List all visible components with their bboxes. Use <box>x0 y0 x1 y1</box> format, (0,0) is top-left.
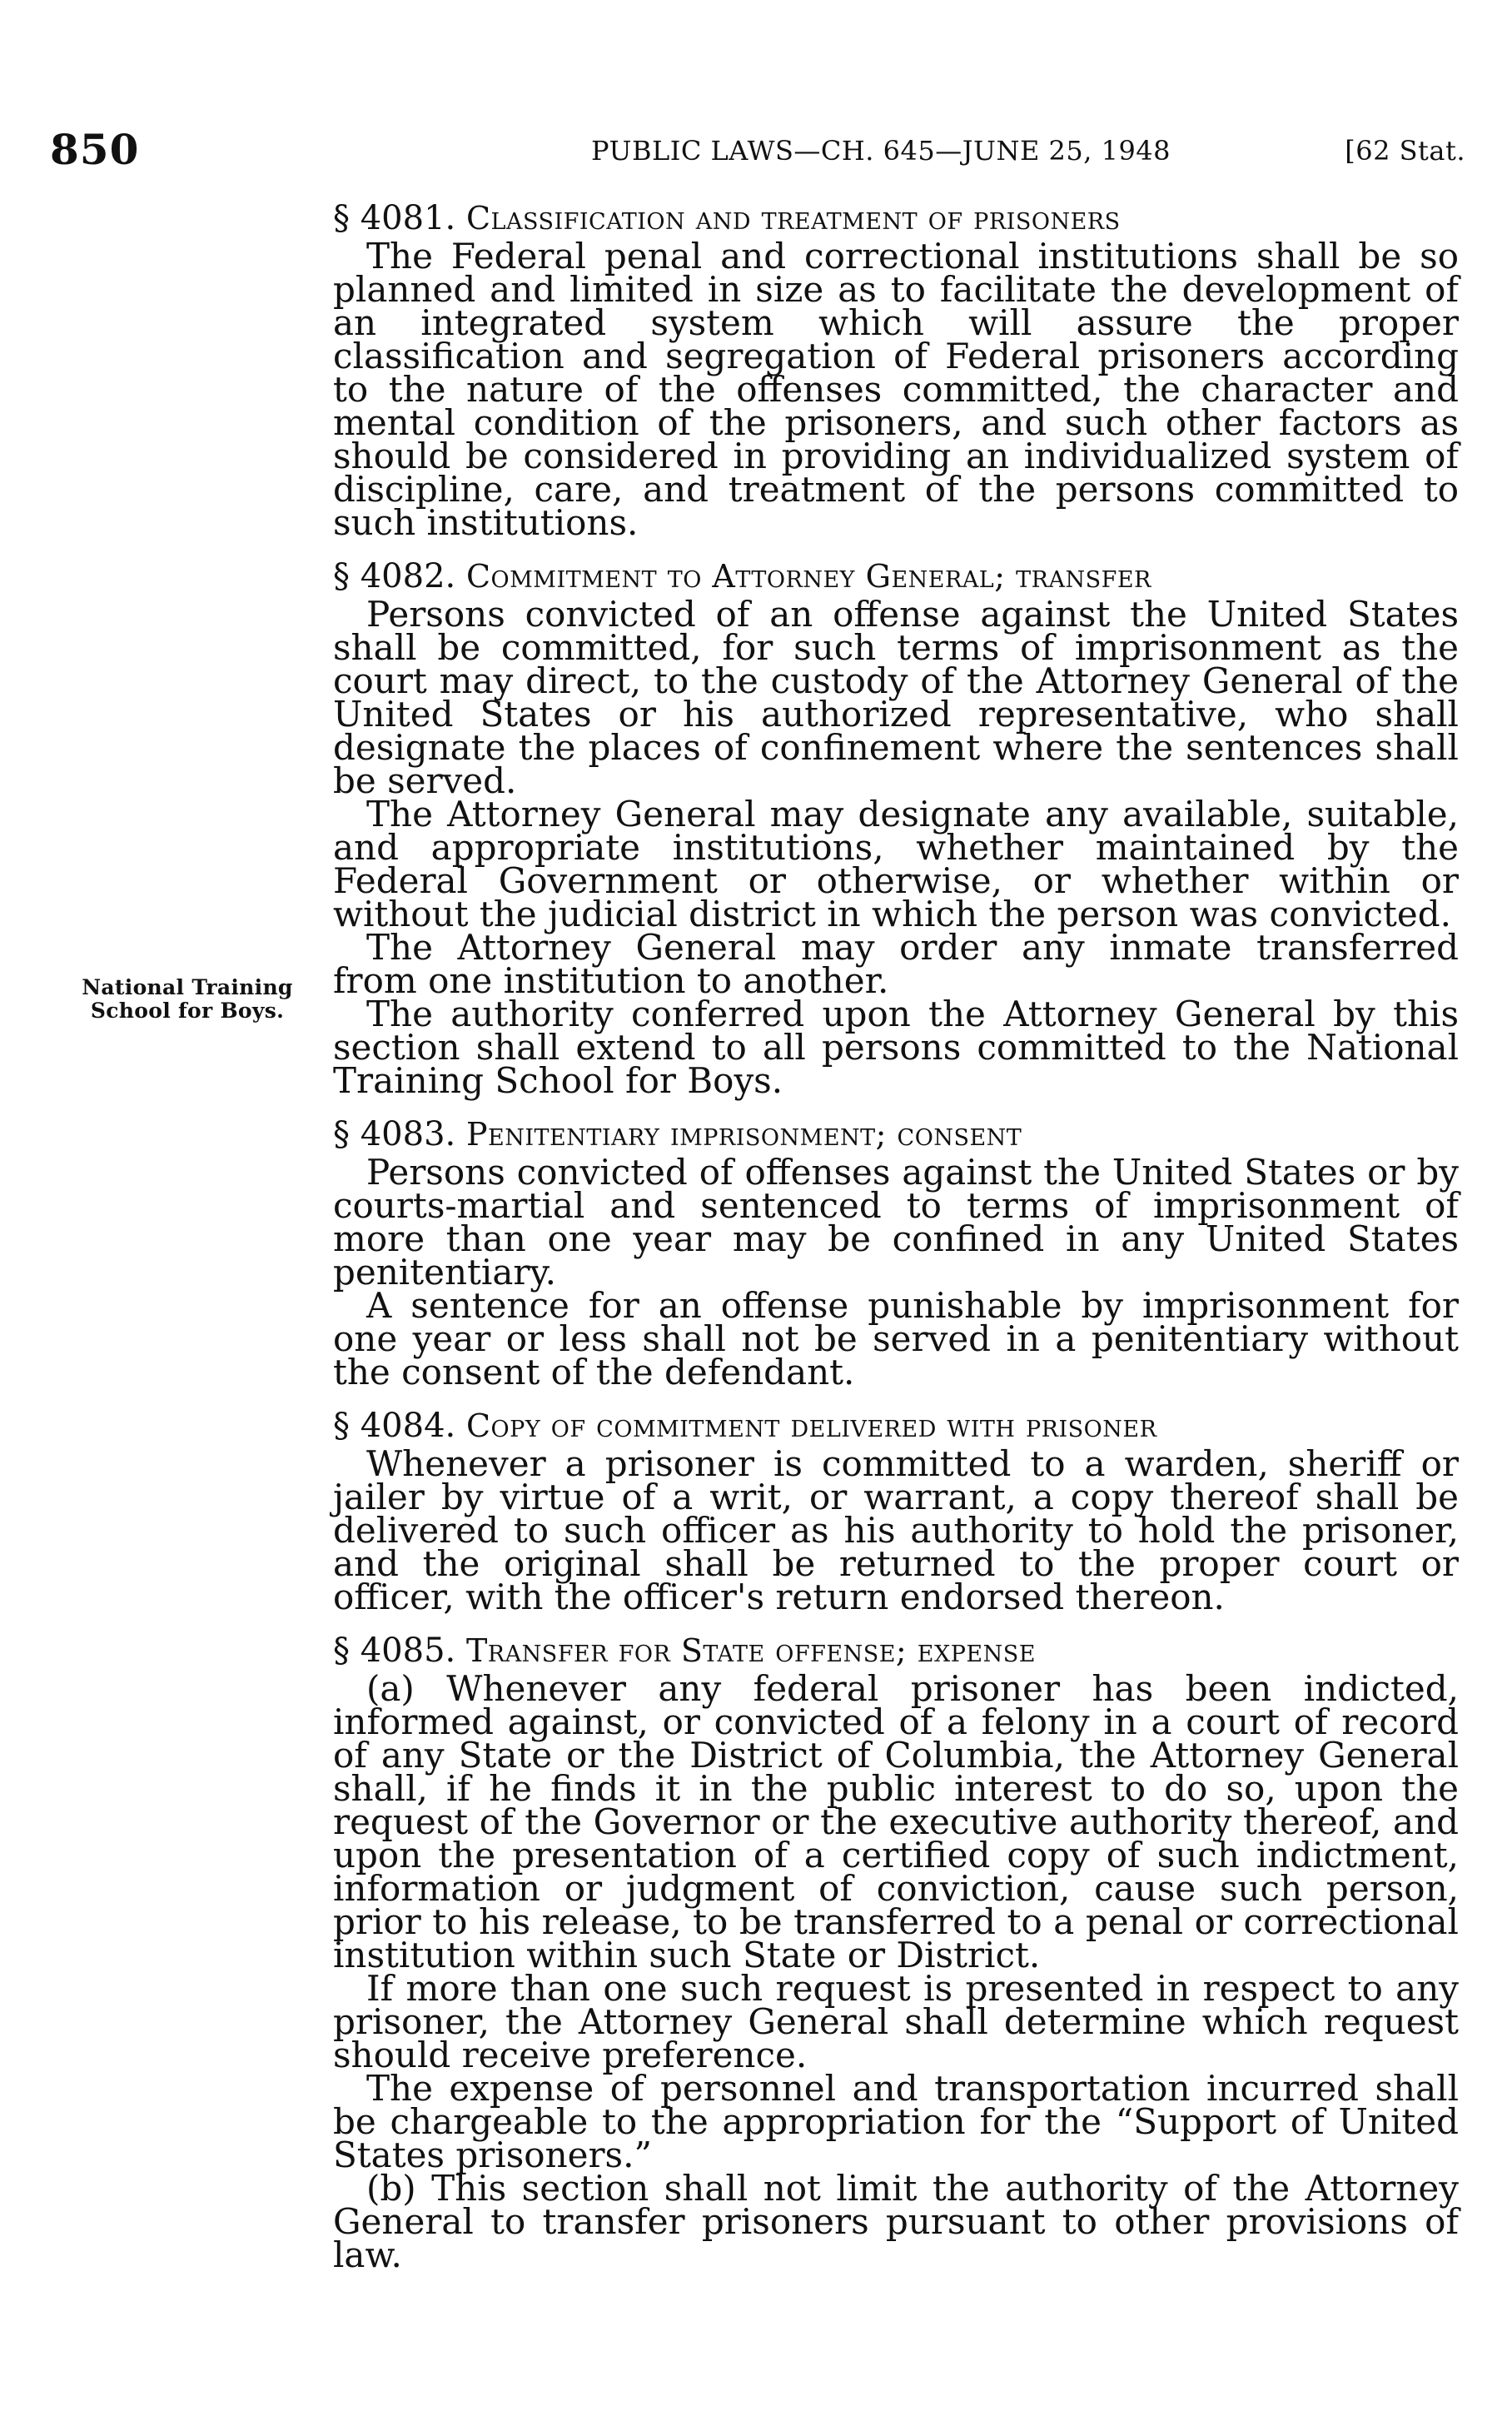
section-4084 <box>333 1407 1459 1617</box>
section-heading <box>333 1407 1459 1444</box>
section-4083 <box>333 1115 1459 1392</box>
section-paragraph: (a) Whenever any federal prisoner has been indicted, informed against, or convicted of a felony in a court of record of any State or the District of Columbia, the Attorney General shall, if he finds it in the public interest to do so, upon the request of the Governor or the executive authority thereof, and upon the presentation of a certified copy of such indictment, information or judgment of conviction, cause such person, prior to his release, to be transferred to a penal or correctional institution within such State or District. <box>333 1668 1459 1975</box>
section-number: § 4083. <box>333 1115 456 1153</box>
section-title: Transfer for State offense; expense <box>465 1632 1036 1669</box>
section-number: § 4082. <box>333 557 456 595</box>
section-number: § 4084. <box>333 1407 456 1445</box>
section-4082 <box>333 557 1459 1101</box>
section-paragraph: The Attorney General may designate any available, suitable, and appropriate institutions, whether maintained by the Federal Government or otherwise, or whether within or without the judicial district in which the person was convicted. <box>333 794 1459 934</box>
page-header <box>50 125 1465 175</box>
section-paragraph: The Federal penal and correctional institutions shall be so planned and limited in size as to facilitate the development of an integrated system which will assure the proper classification and segregation of Federal prisoners according to the nature of the offenses committed, the character and mental condition of the prisoners, and such other factors as should be considered in providing an individualized system of discipline, care, and treatment of the persons committed to such institutions. <box>333 236 1459 543</box>
page-number: 850 <box>50 125 140 174</box>
section-paragraph: The authority conferred upon the Attorney General by this section shall extend to all persons committed to the National Training School for Boys. <box>333 994 1459 1101</box>
section-paragraph: Persons convicted of offenses against the United States or by courts-martial and sentenced to terms of imprisonment of more than one year may be confined in any United States penitentiary. <box>333 1152 1459 1293</box>
statute-body <box>333 200 1459 2290</box>
section-heading <box>333 1632 1459 1669</box>
section-paragraph: Persons convicted of an offense against the United States shall be committed, for such terms of imprisonment as the court may direct, to the custody of the Attorney General of the United States or his authorized representative, who shall designate the places of confinement where the sentences shall be served. <box>333 594 1459 801</box>
section-title: Copy of commitment delivered with prisoner <box>465 1407 1157 1444</box>
section-heading <box>333 200 1459 237</box>
section-title: Classification and treatment of prisoners <box>465 200 1121 237</box>
section-paragraph: The Attorney General may order any inmate transferred from one institution to another. <box>333 927 1459 1001</box>
margin-note: National Training School for Boys. <box>82 975 293 1023</box>
section-heading <box>333 1116 1459 1153</box>
section-4085 <box>333 1631 1459 2275</box>
section-4081 <box>333 199 1459 543</box>
volume-reference: [62 Stat. <box>1345 135 1465 167</box>
section-paragraph: If more than one such request is presented in respect to any prisoner, the Attorney General shall determine which request should receive preference. <box>333 1968 1459 2075</box>
section-heading <box>333 558 1459 595</box>
section-title: Penitentiary imprisonment; consent <box>465 1116 1022 1153</box>
section-number: § 4085. <box>333 1631 456 1670</box>
section-paragraph: The expense of personnel and transportation incurred shall be chargeable to the appropriation for the “Support of United States prisoners.” <box>333 2068 1459 2175</box>
running-head: PUBLIC LAWS—CH. 645—JUNE 25, 1948 <box>591 135 1171 167</box>
section-paragraph: (b) This section shall not limit the authority of the Attorney General to transfer prisoners pursuant to other provisions of law. <box>333 2168 1459 2275</box>
section-paragraph: Whenever a prisoner is committed to a warden, sheriff or jailer by virtue of a writ, or warrant, a copy thereof shall be delivered to such officer as his authority to hold the prisoner, and the original shall be returned to the proper court or officer, with the officer's return endorsed thereon. <box>333 1443 1459 1617</box>
section-number: § 4081. <box>333 199 456 237</box>
section-title: Commitment to Attorney General; transfer <box>465 558 1151 595</box>
section-paragraph: A sentence for an offense punishable by imprisonment for one year or less shall not be served in a penitentiary without the consent of the defendant. <box>333 1285 1459 1392</box>
